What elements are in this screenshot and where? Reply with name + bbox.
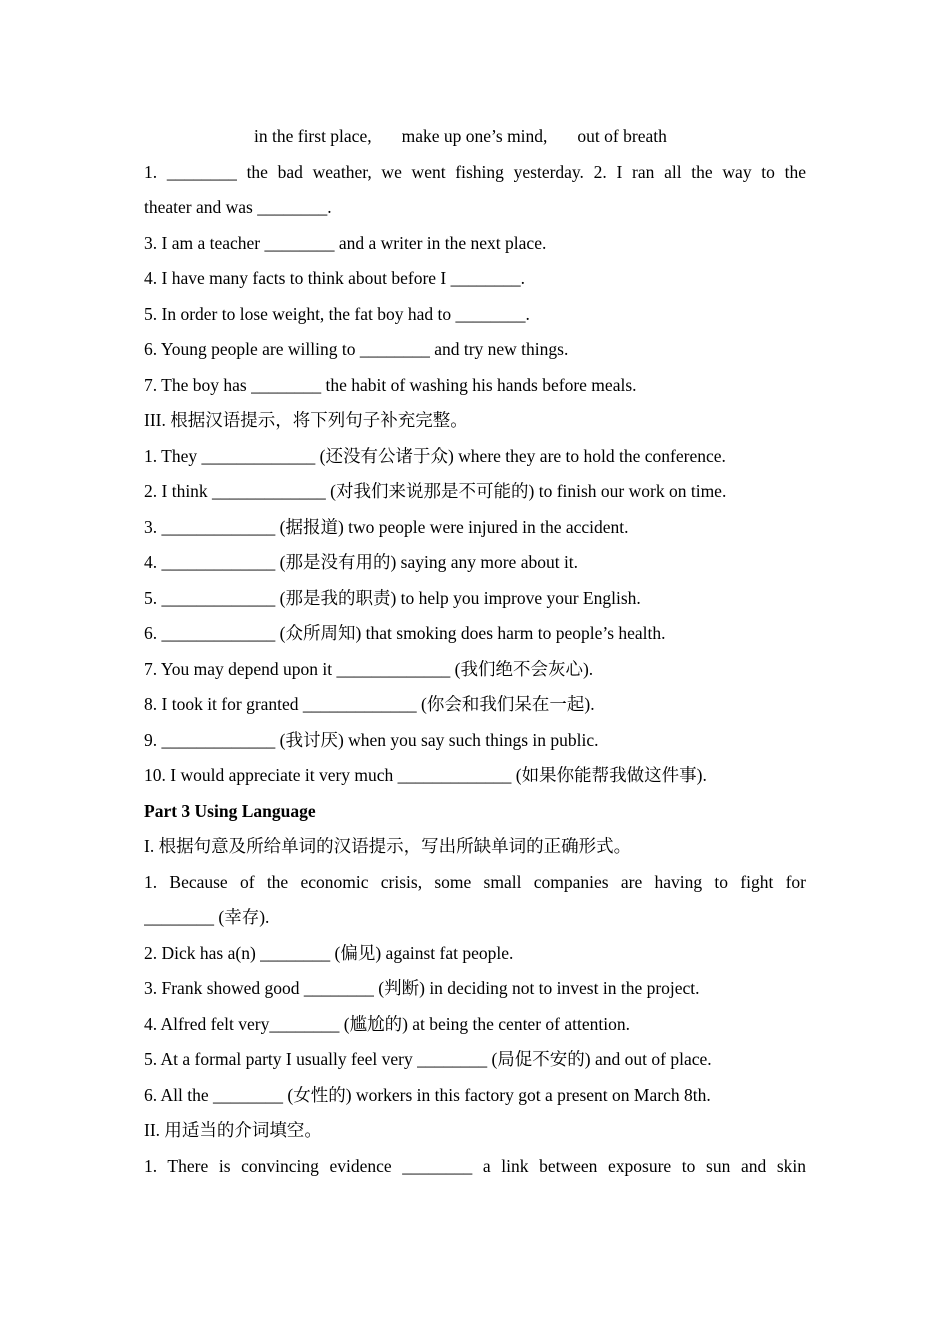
exercise-line: theater and was ________. bbox=[144, 197, 332, 217]
exercise-line: 6. _____________ (众所周知) that smoking does harm to people’s health. bbox=[144, 623, 666, 643]
exercise-line: 1. They _____________ (还没有公诸于众) where they are to hold the conference. bbox=[144, 445, 726, 466]
exercise-line: 6. All the ________ (女性的) workers in this factory got a present on March 8th. bbox=[144, 1084, 711, 1105]
exercise-line: 4. I have many facts to think about before I ________. bbox=[144, 268, 526, 288]
worksheet-content bbox=[144, 119, 806, 1184]
exercise-line: 4. Alfred felt very________ (尴尬的) at being the center of attention. bbox=[144, 1013, 630, 1034]
exercise-line: 3. I am a teacher ________ and a writer in the next place. bbox=[144, 232, 547, 253]
exercise-line: 9. _____________ (我讨厌) when you say such things in public. bbox=[144, 729, 599, 750]
exercise-line: 6. Young people are willing to ________ and try new things. bbox=[144, 339, 569, 359]
section-heading: II. 用适当的介词填空。 bbox=[144, 1120, 322, 1140]
exercise-line: 10. I would appreciate it very much _____________ (如果你能帮我做这件事). bbox=[144, 765, 707, 785]
exercise-line: 7. The boy has ________ the habit of washing his hands before meals. bbox=[144, 374, 637, 395]
phrase-3: out of breath bbox=[577, 126, 667, 146]
exercise-line: 8. I took it for granted _____________ (你会和我们呆在一起). bbox=[144, 694, 595, 714]
exercise-line: 3. Frank showed good ________ (判断) in deciding not to invest in the project. bbox=[144, 978, 700, 998]
exercise-line: 5. In order to lose weight, the fat boy had to ________. bbox=[144, 303, 530, 324]
exercise-line: 1. There is convincing evidence ________ a link between exposure to sun and skin bbox=[144, 1155, 806, 1176]
section-heading: I. 根据句意及所给单词的汉语提示，写出所缺单词的正确形式。 bbox=[144, 836, 632, 856]
exercise-line: 4. _____________ (那是没有用的) saying any more about it. bbox=[144, 552, 579, 572]
exercise-line: 5. _____________ (那是我的职责) to help you improve your English. bbox=[144, 587, 641, 608]
exercise-line: 1. ________ the bad weather, we went fishing yesterday. 2. I ran all the way to the bbox=[144, 161, 806, 182]
exercise-line: 5. At a formal party I usually feel very ________ (局促不安的) and out of place. bbox=[144, 1049, 712, 1069]
phrase-bank bbox=[144, 119, 806, 155]
part-title: Part 3 Using Language bbox=[144, 800, 316, 821]
exercise-line: 7. You may depend upon it _____________ (我们绝不会灰心). bbox=[144, 658, 594, 679]
section-heading: III. 根据汉语提示，将下列句子补充完整。 bbox=[144, 410, 468, 430]
phrase-2: make up one’s mind, bbox=[401, 126, 548, 146]
exercise-line: 1. Because of the economic crisis, some small companies are having to fight for bbox=[144, 871, 806, 892]
exercise-line: 3. _____________ (据报道) two people were injured in the accident. bbox=[144, 516, 629, 537]
exercise-line: 2. I think _____________ (对我们来说那是不可能的) to finish our work on time. bbox=[144, 481, 727, 501]
exercise-line: 2. Dick has a(n) ________ (偏见) against fat people. bbox=[144, 942, 514, 963]
exercise-line: ________ (幸存). bbox=[144, 907, 270, 927]
phrase-1: in the first place, bbox=[254, 126, 372, 146]
